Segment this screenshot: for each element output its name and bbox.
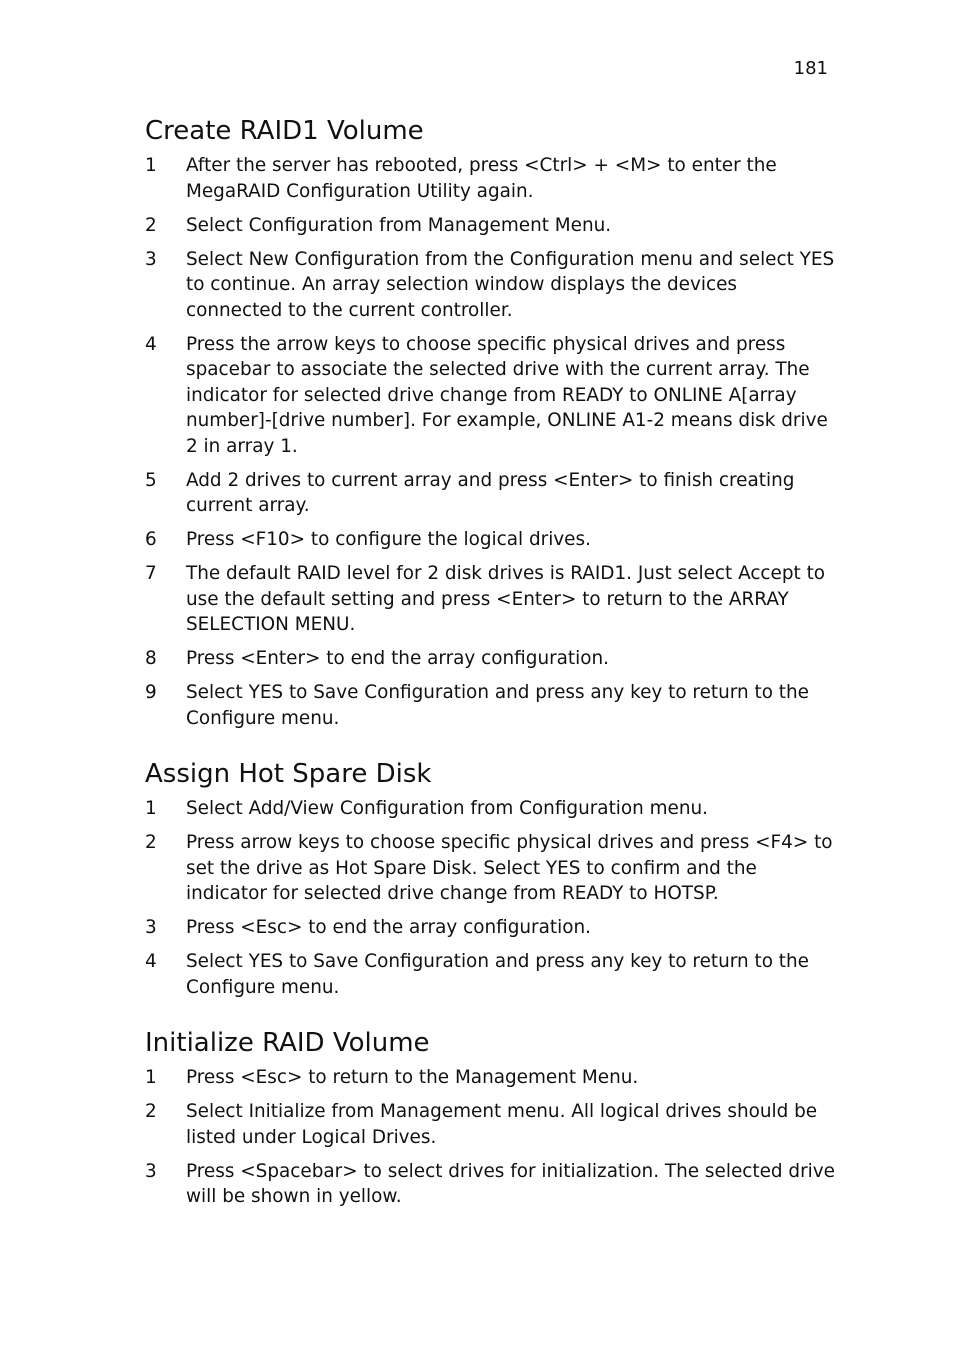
step-number: 4 [145, 951, 157, 972]
step-text: Press <Spacebar> to select drives for initialization. The selected drive will be shown in yellow. [186, 1160, 835, 1207]
step-number: 3 [145, 917, 157, 938]
step-text: Press <Esc> to return to the Management Menu. [186, 1067, 639, 1088]
page-content [145, 114, 835, 1226]
step-text: Press arrow keys to choose specific physical drives and press <F4> to set the drive as Hot Spare Disk. Select YES to confirm and the indicator for selected drive change from READY to HOTSP. [186, 832, 833, 904]
step-item [145, 796, 835, 822]
section-title: Create RAID1 Volume [145, 116, 424, 146]
step-text: Select Add/View Configuration from Configuration menu. [186, 798, 709, 819]
step-item [145, 680, 835, 731]
step-number: 1 [145, 155, 157, 176]
step-item [145, 247, 835, 324]
step-number: 4 [145, 333, 157, 355]
step-item [145, 1159, 835, 1210]
step-text: After the server has rebooted, press <Ctrl> + <M> to enter the MegaRAID Configuration Utility again. [186, 155, 777, 202]
step-text: Press <Esc> to end the array configuration. [186, 917, 591, 938]
step-text: Select YES to Save Configuration and press any key to return to the Configure menu. [186, 951, 809, 998]
step-number: 1 [145, 798, 157, 819]
step-text: Press the arrow keys to choose specific physical drives and press spacebar to associate the selected drive with the current array. The indicator for selected drive change from READY to ONLINE A[array number]-[drive number]. For example, ONLINE A1-2 means disk drive 2 in array 1. [186, 333, 828, 457]
step-text: Select New Configuration from the Configuration menu and select YES to continue. An array selection window displays the devices connected to the current controller. [186, 248, 835, 321]
step-item [145, 153, 835, 204]
step-text: Press <F10> to configure the logical drives. [186, 529, 591, 550]
step-item [145, 561, 835, 638]
step-number: 1 [145, 1067, 157, 1088]
section-title: Assign Hot Spare Disk [145, 759, 432, 789]
step-list [145, 1065, 835, 1210]
step-item [145, 332, 835, 460]
step-item [145, 468, 835, 519]
step-list [145, 153, 835, 731]
step-number: 3 [145, 1160, 157, 1182]
step-number: 3 [145, 248, 157, 270]
step-number: 6 [145, 529, 157, 550]
step-list [145, 796, 835, 1000]
step-number: 9 [145, 682, 157, 703]
page-number: 181 [793, 58, 828, 79]
step-number: 2 [145, 214, 157, 236]
step-number: 8 [145, 648, 157, 669]
step-number: 2 [145, 1101, 157, 1122]
step-item [145, 830, 835, 907]
step-text: The default RAID level for 2 disk drives is RAID1. Just select Accept to use the default setting and press <Enter> to return to the ARRAY SELECTION MENU. [186, 563, 826, 635]
step-item [145, 527, 835, 553]
step-item [145, 646, 835, 672]
step-item [145, 1099, 835, 1150]
step-text: Select Configuration from Management Menu. [186, 214, 612, 236]
step-item [145, 949, 835, 1000]
step-number: 5 [145, 469, 157, 491]
step-number: 2 [145, 832, 157, 853]
section-create-raid1-volume [145, 114, 835, 731]
step-text: Press <Enter> to end the array configuration. [186, 648, 610, 669]
section-title: Initialize RAID Volume [145, 1028, 430, 1058]
step-text: Select YES to Save Configuration and press any key to return to the Configure menu. [186, 682, 809, 729]
section-initialize-raid-volume [145, 1026, 835, 1210]
step-item [145, 1065, 835, 1091]
step-item [145, 213, 835, 239]
step-item [145, 915, 835, 941]
section-assign-hot-spare-disk [145, 757, 835, 1000]
step-text: Select Initialize from Management menu. All logical drives should be listed under Logical Drives. [186, 1101, 818, 1148]
step-number: 7 [145, 563, 157, 584]
step-text: Add 2 drives to current array and press <Enter> to finish creating current array. [186, 469, 795, 516]
